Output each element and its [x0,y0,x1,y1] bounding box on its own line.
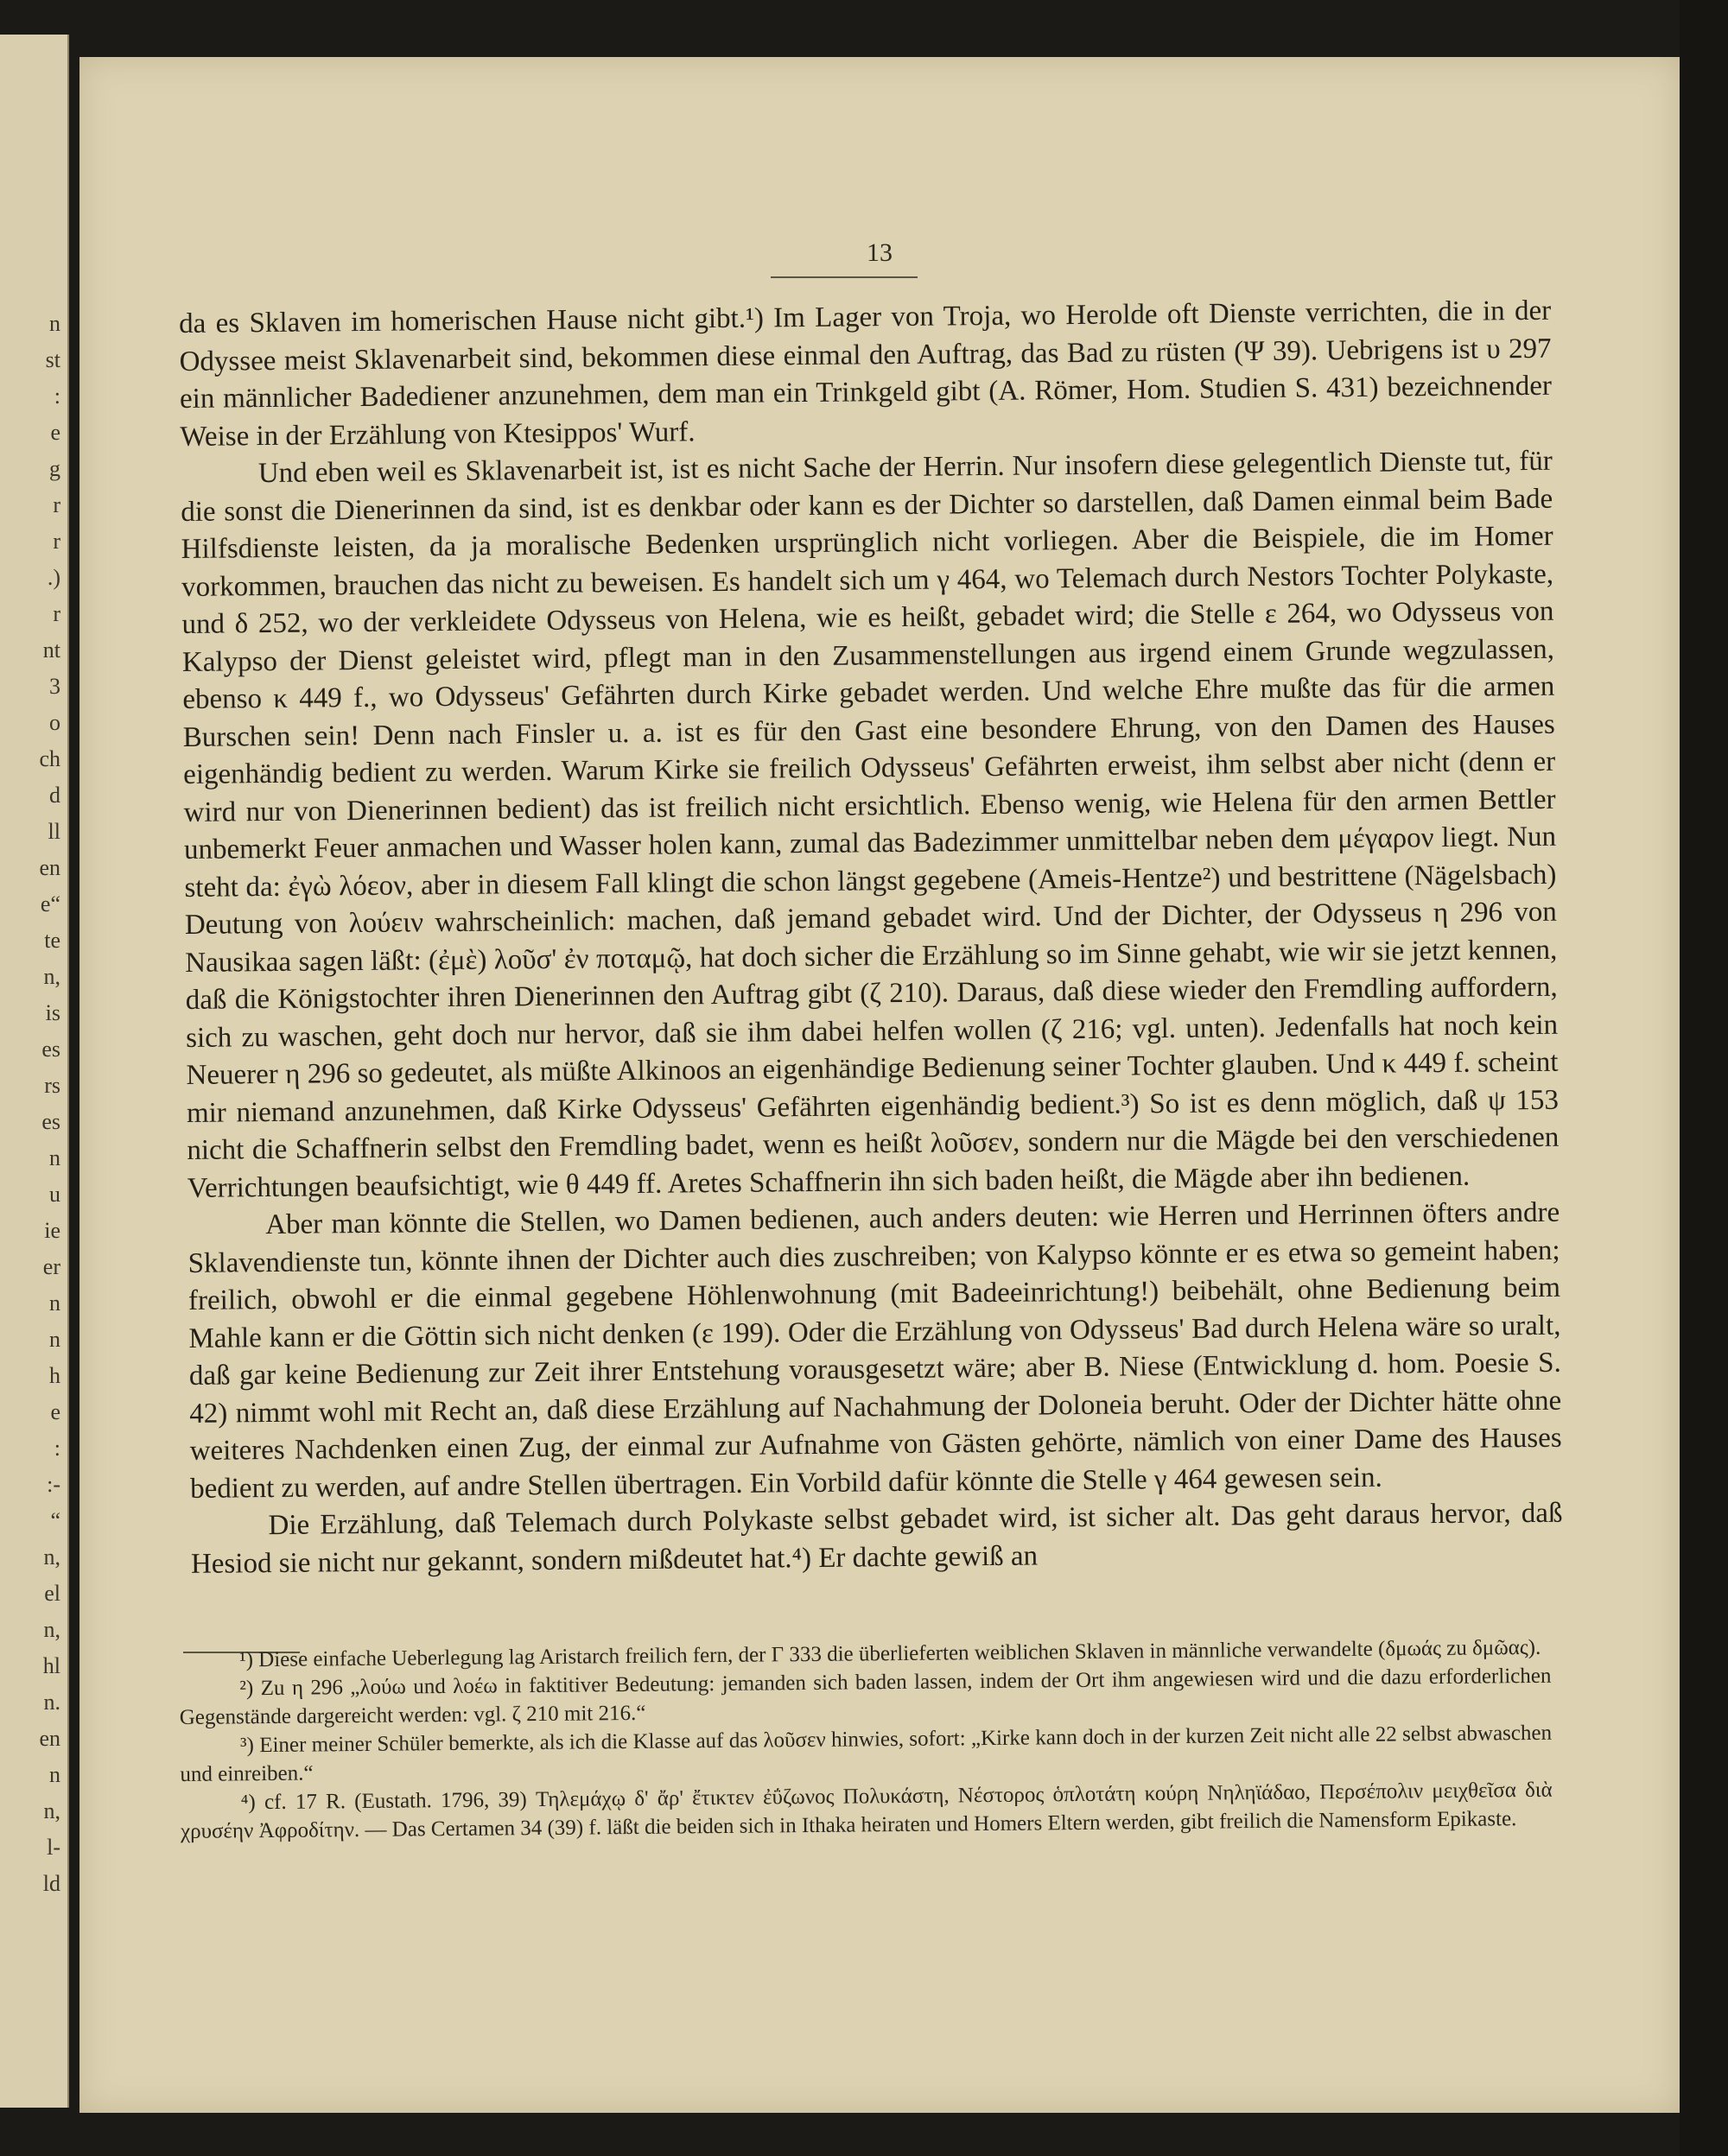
left-page-fragment: n, [43,1617,60,1642]
paragraph: da es Sklaven im homerischen Hause nicht gibt.¹) Im Lager von Troja, wo Herolde oft Dienste verrichten, die in der Odyssee meist Sklavenarbeit sind, bekommen diese einmal den Auftrag, das Bad zu rüsten (Ψ 39). Uebrigens ist υ 297 ein männlicher Badediener anzunehmen, dem man ein Trinkgeld gibt (A. Römer, Hom. Studien S. 431) bezeichnender Weise in der Erzählung von Ktesippos' Wurf. [179,295,1553,453]
left-page-fragment: e [50,420,60,445]
left-page-fragment: en [39,1726,60,1751]
left-page-fragment: er [42,1254,60,1279]
footnote: ²) Zu η 296 „λούω und λοέω in faktitiver Bedeutung: jemanden sich baden lassen, indem der Ort ihm angewiesen wird und die dazu erforderlichen Gegenstände dargereicht werden: vgl. ζ 210 mit 216.“ [179,1664,1552,1729]
left-page-fragment: n [49,1290,60,1316]
left-page-fragment: r [53,601,60,626]
left-page-fragment: “ [50,1508,60,1533]
left-page-fragment: ie [44,1218,60,1243]
left-page-fragment: is [45,1000,60,1025]
left-page-fragment: h [49,1363,60,1388]
left-page-fragment: en [39,855,60,880]
page-number: 13 [867,238,893,267]
left-page-fragment: n, [43,964,60,989]
paragraph: Die Erzählung, daß Telemach durch Polykaste selbst gebadet wird, ist sicher alt. Das geht daraus hervor, daß Hesiod sie nicht nur gekannt, sondern mißdeutet hat.⁴) Er dachte gewiß an [190,1497,1563,1580]
left-page-fragment: es [41,1109,60,1134]
left-page-fragment: n [49,1145,60,1170]
left-page-fragment: n [49,311,60,336]
paragraph: Aber man könnte die Stellen, wo Damen bedienen, auch anders deuten: wie Herren und Herrinnen öfters andre Sklavendienste tun, könnte ihnen der Dichter auch dies zuschreiben; von Kalypso könnte er es etwa so gemeint haben; freilich, obwohl er die einmal gegebene Höhlenwohnung (mit Badeeinrichtung!) beibehält, ohne Bedienung beim Mahle kann er die Göttin sich nicht denken (ε 199). Oder die Erzählung von Odysseus' Bad durch Helena wäre so uralt, daß gar keine Bedienung zur Zeit ihrer Entstehung vorausgesetzt wäre; aber B. Niese (Entwicklung d. hom. Poesie S. 42) nimmt wohl mit Recht an, daß diese Erzählung auf Nachahmung der Doloneia beruht. Oder der Dichter hätte ohne weiteres Nachdenken einen Zug, der einmal zur Aufnahme von Gästen gehörte, nämlich von einer Dame des Hauses bedient zu werden, auf andre Stellen übertragen. Ein Vorbild dafür könnte die Stelle γ 464 gewesen sein. [187,1196,1562,1505]
left-page-fragment: el [44,1581,60,1606]
left-page-fragment: n [49,1762,60,1787]
left-page-fragment: n, [43,1544,60,1569]
left-page-fragment: d [49,783,60,808]
book-page [79,57,1680,2113]
left-page-fragment: g [49,456,60,481]
left-page-fragment: u [49,1182,60,1207]
footnote: ³) Einer meiner Schüler bemerkte, als ich die Klasse auf das λοῦσεν hinwies, sofort: „Kirke kann doch in der kurzen Zeit nicht alle 22 selbst abwaschen und einreiben.“ [180,1721,1553,1786]
paragraph: Und eben weil es Sklavenarbeit ist, ist es nicht Sache der Herrin. Nur insofern diese gelegentlich Dienste tut, für die sonst die Dienerinnen da sind, ist es denkbar oder kann es der Dichter so darstellen, daß Damen einmal beim Bade Hilfsdienste leisten, da ja moralische Bedenken ursprünglich nicht vorliegen. Aber die Beispiele, die im Homer vorkommen, brauchen das nicht zu beweisen. Es handelt sich um γ 464, wo Telemach durch Nestors Tochter Polykaste, und δ 252, wo der verkleidete Odysseus von Helena, wie es heißt, gebadet wird; die Stelle ε 264, wo Odysseus von Kalypso der Dienst geleistet wird, pflegt man in den Zusammenstellungen aus irgend einem Grunde wegzulassen, ebenso κ 449 f., wo Odysseus' Gefährten durch Kirke gebadet werden. Und welche Ehre mußte das für die armen Burschen sein! Denn nach Finsler u. a. ist es für den Gast eine besondere Ehrung, von den Damen des Hauses eigenhändig bedient zu werden. Warum Kirke sie freilich Odysseus' Gefährten erweist, ihm selbst aber nicht (denn er wird nur von Dienerinnen bedient) das ist freilich nicht ersichtlich. Ebenso wenig, wie Helena für den armen Bettler unbemerkt Feuer anmachen und Wasser holen kann, zumal das Badezimmer unmittelbar neben dem μέγαρον liegt. Nun steht da: ἐγὼ λόεον, aber in diesem Fall klingt die schon längst gegebene (Ameis-Hentze²) und bestrittene (Nägelsbach) Deutung von λούειν wahrscheinlich: machen, daß jemand gebadet wird. Und der Dichter, der Odysseus η 296 von Nausikaa sagen läßt: (ἐμὲ) λοῦσ' ἐν ποταμῷ, hat doch sicher die Erzählung so im Sinne gehabt, wie wir sie jetzt kennen, daß die Königstochter ihren Dienerinnen den Auftrag gibt (ζ 210). Daraus, daß diese wieder den Fremdling auffordern, sich zu waschen, geht doch nur hervor, daß sie ihm dabei helfen wollen (ζ 216; vgl. unten). Jedenfalls hat noch kein Neuerer η 296 so gedeutet, als müßte Alkinoos an eigenhändige Bedienung seiner Tochter glauben. Und κ 449 f. scheint mir niemand anzunehmen, daß Kirke Odysseus' Gefährten eigenhändig bedient.³) So ist es denn möglich, daß ψ 153 nicht die Schaffnerin selbst den Fremdling badet, wenn es heißt λοῦσεν, sondern nur die Mägde bei den verschiedenen Verrichtungen beaufsichtigt, wie θ 449 ff. Aretes Schaffnerin ihn sich baden heißt, die Mägde aber ihn bedienen. [181,445,1560,1204]
footnote: ⁴) cf. 17 R. (Eustath. 1796, 39) Τηλεμάχῳ δ' ἄρ' ἔτικτεν ἐΰζωνος Πολυκάστη, Νέστορος ὁπλοτάτη κούρη Νηληϊάδαο, Περσέπολιν μειχθεῖσα διὰ χρυσέην Ἀφροδίτην. — Das Certamen 34 (39) f. läßt die beiden sich in Ithaka heiraten und Homers Eltern werden, gibt freilich die Namensform Epikaste. [180,1778,1553,1843]
left-page-fragment: : [54,1436,60,1461]
footnotes [179,1633,1553,1846]
left-page-fragment: rs [44,1073,60,1098]
left-page-fragment: : [54,384,60,409]
left-page-fragment: n, [43,1798,60,1823]
left-page-fragment: 3 [49,674,60,699]
left-page-fragment: e“ [40,891,60,916]
left-page-fragment: :- [47,1472,60,1497]
left-page-fragment: ll [48,819,60,844]
body-text [179,293,1563,1583]
left-page-fragment: te [44,928,60,953]
left-page-fragment: es [41,1037,60,1062]
footnote: ¹) Diese einfache Ueberlegung lag Aristarch freilich fern, der Γ 333 die überlieferten weiblichen Sklaven in männliche verwandelte (δμωάς zu δμῶας). [239,1635,1541,1672]
left-page-fragment: o [49,710,60,735]
left-page-fragment: ch [39,746,60,771]
left-page-fragment: hl [42,1653,60,1678]
left-page-fragment: nt [42,637,60,663]
left-page-fragment: r [53,529,60,554]
left-page-fragment: n [49,1327,60,1352]
header-rule [771,276,918,278]
left-page-fragment: r [53,492,60,517]
left-page-fragment: n. [43,1690,60,1715]
left-page-fragment: .) [47,565,60,590]
left-page-fragment: ld [42,1871,60,1896]
left-page-fragment: l- [47,1835,60,1860]
previous-page-edge [0,35,69,2108]
left-page-fragment: st [45,347,60,372]
dark-background [1680,0,1728,2156]
left-page-fragment: e [50,1399,60,1424]
